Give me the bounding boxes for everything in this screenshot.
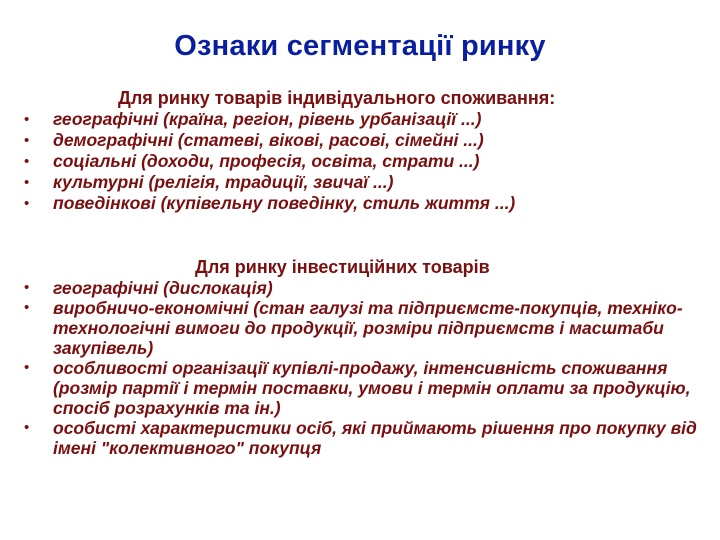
section-heading-individual-consumption: Для ринку товарів індивідуального споживання: xyxy=(118,88,556,108)
list-item-text: поведінкові (купівельну поведінку, стиль життя ...) xyxy=(53,193,516,213)
list-item-text: демографічні (статеві, вікові, расові, сімейні ...) xyxy=(53,130,484,150)
bullet-icon: • xyxy=(24,279,30,296)
individual-consumption-criteria-list xyxy=(20,109,700,214)
list-item-text: соціальні (доходи, професія, освіта, страти ...) xyxy=(53,151,480,171)
list-item xyxy=(20,193,700,214)
bullet-icon: • xyxy=(24,132,30,149)
list-item-text: особисті характеристики осіб, які приймають рішення про покупку від імені "колективного" покупця xyxy=(53,418,697,458)
list-item xyxy=(20,358,700,418)
list-item xyxy=(20,298,700,358)
list-item xyxy=(20,151,700,172)
bullet-icon: • xyxy=(24,299,30,316)
bullet-icon: • xyxy=(24,153,30,170)
bullet-icon: • xyxy=(24,111,30,128)
investment-goods-criteria-list xyxy=(20,278,700,458)
bullet-icon: • xyxy=(24,174,30,191)
bullet-icon: • xyxy=(24,419,30,436)
list-item-text: особливості організації купівлі-продажу, інтенсивність споживання (розмір партії і термін поставки, умови і термін оплати за продукцію, спосіб розрахунків та ін.) xyxy=(53,358,691,418)
section-heading-investment-goods: Для ринку інвестиційних товарів xyxy=(195,257,490,277)
list-item xyxy=(20,418,700,458)
list-item xyxy=(20,278,700,298)
list-item xyxy=(20,172,700,193)
list-item xyxy=(20,130,700,151)
slide-title: Ознаки сегментації ринку xyxy=(174,30,546,62)
list-item-text: виробничо-економічні (стан галузі та підприємсте-покупців, техніко-технологічні вимоги до продукції, розміри підприємств і масштаби закупівель) xyxy=(53,298,683,358)
list-item-text: географічні (країна, регіон, рівень урбанізації ...) xyxy=(53,109,482,129)
bullet-icon: • xyxy=(24,359,30,376)
list-item-text: географічні (дислокація) xyxy=(53,278,273,298)
list-item xyxy=(20,109,700,130)
list-item-text: культурні (релігія, традиції, звичаї ...) xyxy=(53,172,394,192)
bullet-icon: • xyxy=(24,195,30,212)
